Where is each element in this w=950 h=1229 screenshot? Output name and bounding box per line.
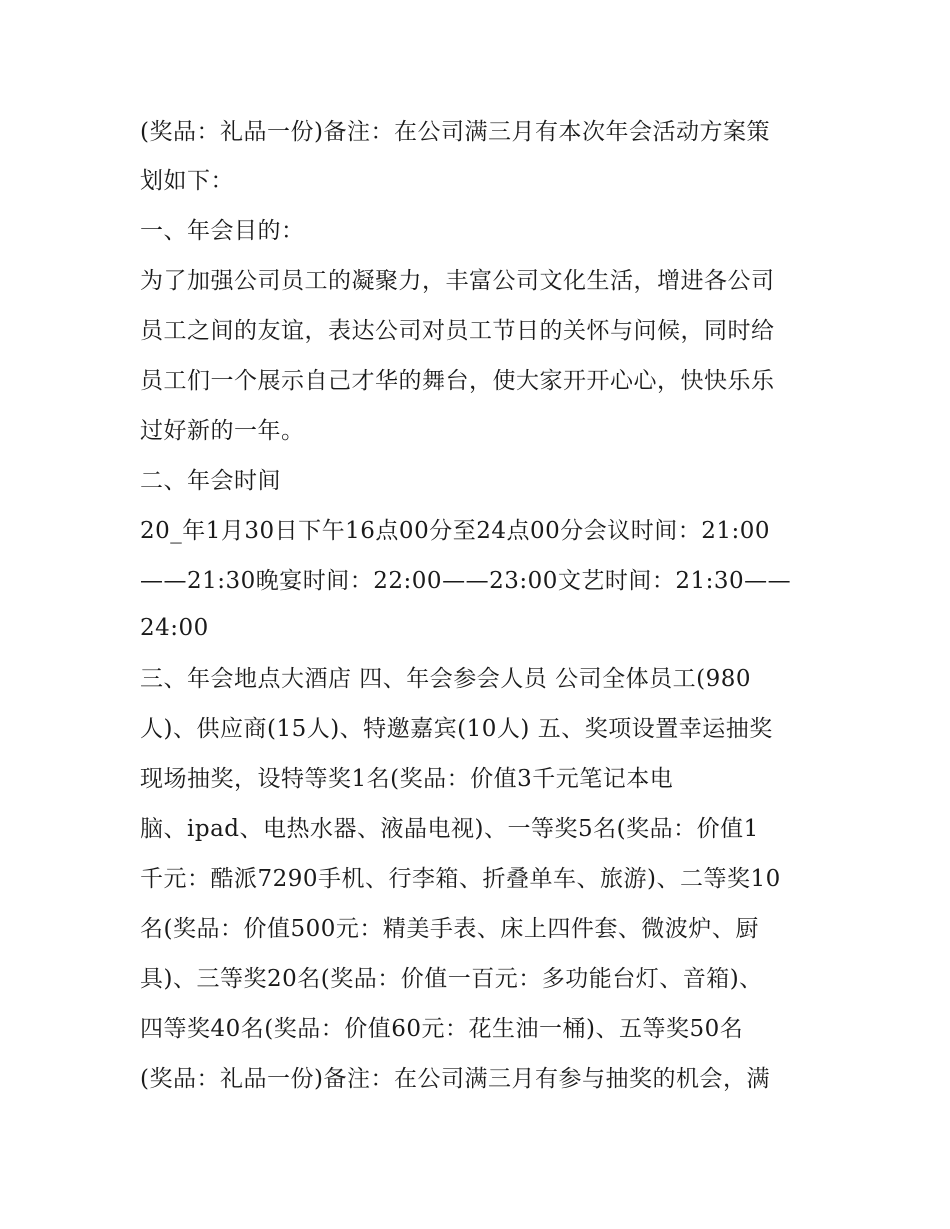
text-line: 三、年会地点大酒店 四、年会参会人员 公司全体员工(980 — [140, 666, 751, 692]
text-line: 名(奖品：价值500元：精美手表、床上四件套、微波炉、厨 — [140, 916, 759, 942]
text-line: 20_年1月30日下午16点00分至24点00分会议时间：21:00 — [140, 518, 771, 544]
text-line: 24:00 — [140, 615, 209, 641]
text-line: 划如下： — [140, 168, 234, 194]
text-line: 四等奖40名(奖品：价值60元：花生油一桶)、五等奖50名 — [140, 1016, 744, 1042]
text-line: 员工之间的友谊，表达公司对员工节日的关怀与问候，同时给 — [140, 318, 775, 344]
text-line: 为了加强公司员工的凝聚力，丰富公司文化生活，增进各公司 — [140, 268, 775, 294]
text-line: 现场抽奖，设特等奖1名(奖品：价值3千元笔记本电 — [140, 766, 674, 792]
text-line: ——21:30晚宴时间：22:00——23:00文艺时间：21:30—— — [140, 568, 792, 594]
section-heading: 一、年会目的： — [140, 218, 305, 244]
text-line: 脑、ipad、电热水器、液晶电视)、一等奖5名(奖品：价值1 — [140, 816, 759, 842]
text-line: (奖品：礼品一份)备注：在公司满三月有参与抽奖的机会，满 — [140, 1066, 770, 1092]
text-line: 人)、供应商(15人)、特邀嘉宾(10人) 五、奖项设置幸运抽奖 — [140, 716, 773, 742]
section-heading: 二、年会时间 — [140, 468, 281, 494]
text-line: 过好新的一年。 — [140, 418, 305, 444]
text-line: 员工们一个展示自己才华的舞台，使大家开开心心，快快乐乐 — [140, 368, 775, 394]
text-line: 千元：酷派7290手机、行李箱、折叠单车、旅游)、二等奖10 — [140, 866, 781, 892]
text-line: (奖品：礼品一份)备注：在公司满三月有本次年会活动方案策 — [140, 119, 770, 145]
text-line: 具)、三等奖20名(奖品：价值一百元：多功能台灯、音箱)、 — [140, 966, 763, 992]
